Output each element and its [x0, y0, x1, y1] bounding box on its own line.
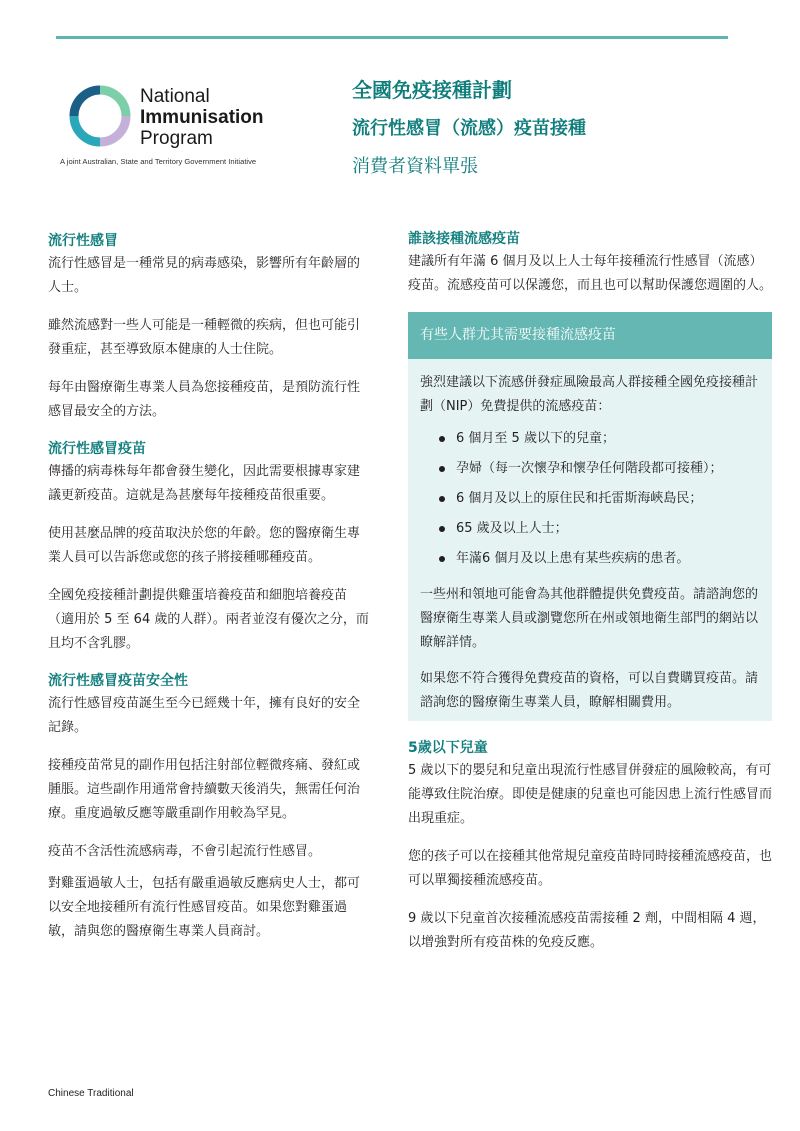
nip-ring-icon [68, 84, 132, 148]
left-column [48, 228, 372, 958]
logo-wordmark [140, 86, 264, 149]
paragraph: 雖然流感對一些人可能是一種輕微的疾病，但也可能引發重症，甚至導致原本健康的人士住院。 [48, 318, 361, 357]
nip-logo [60, 80, 300, 170]
paragraph: 流行性感冒疫苗誕生至今已經幾十年，擁有良好的安全記錄。 [48, 696, 361, 735]
paragraph: 使用甚麼品牌的疫苗取決於您的年齡。您的醫療衛生專業人員可以告訴您或您的孩子將接種哪種疫苗。 [48, 526, 361, 565]
logo-line-2: Immunisation [140, 107, 264, 128]
callout-paragraph: 一些州和領地可能會為其他群體提供免費疫苗。請諮詢您的醫療衛生專業人員或瀏覽您所在州或領地衛生部門的網站以瞭解詳情。 [420, 587, 759, 650]
list-item: 6 個月至 5 歲以下的兒童； [420, 427, 760, 451]
callout-heading: 有些人群尤其需要接種流感疫苗 [408, 312, 772, 359]
logo-line-3: Program [140, 128, 213, 149]
callout-intro: 強烈建議以下流感併發症風險最高人群接種全國免疫接種計劃（NIP）免費提供的流感疫苗： [420, 375, 759, 414]
section-heading-who-should: 誰該接種流感疫苗 [408, 231, 520, 247]
paragraph: 5 歲以下的嬰兒和兒童出現流行性感冒併發症的風險較高，有可能導致住院治療。即使是健康的兒童也可能因患上流行性感冒而出現重症。 [408, 763, 773, 826]
list-item: 65 歲及以上人士； [420, 517, 760, 541]
document-type: 消費者資料單張 [352, 156, 478, 177]
callout-body [408, 359, 772, 721]
vaccine-title: 流行性感冒（流感）疫苗接種 [352, 118, 586, 139]
list-item: 6 個月及以上的原住民和托雷斯海峽島民； [420, 487, 760, 511]
paragraph: 您的孩子可以在接種其他常規兒童疫苗時同時接種流感疫苗，也可以單獨接種流感疫苗。 [408, 849, 773, 888]
paragraph: 9 歲以下兒童首次接種流感疫苗需接種 2 劑，中間相隔 4 週，以增強對所有疫苗株的免疫反應。 [408, 911, 766, 950]
paragraph: 建議所有年滿 6 個月及以上人士每年接種流行性感冒（流感）疫苗。流感疫苗可以保護您，而且也可以幫助保護您週圍的人。 [408, 254, 773, 293]
section-heading-children-under-5: 5歲以下兒童 [408, 740, 488, 756]
right-column [408, 228, 772, 969]
program-title: 全國免疫接種計劃 [352, 78, 512, 102]
logo-tagline: A joint Australian, State and Territory Government Initiative [60, 157, 257, 166]
paragraph: 傳播的病毒株每年都會發生變化，因此需要根據專家建議更新疫苗。這就是為甚麼每年接種疫苗很重要。 [48, 464, 361, 503]
logo-line-1: National [140, 86, 210, 107]
paragraph: 疫苗不含活性流感病毒，不會引起流行性感冒。 [48, 844, 322, 859]
section-heading-vaccine-safety: 流行性感冒疫苗安全性 [48, 673, 188, 689]
paragraph: 全國免疫接種計劃提供雞蛋培養疫苗和細胞培養疫苗（適用於 5 至 64 歲的人群）。兩者並沒有優次之分，而且均不含乳膠。 [48, 588, 369, 651]
priority-group-list [420, 427, 760, 571]
list-item: 年滿6 個月及以上患有某些疾病的患者。 [420, 547, 760, 571]
priority-groups-callout [408, 312, 772, 721]
callout-paragraph: 如果您不符合獲得免費疫苗的資格，可以自費購買疫苗。請諮詢您的醫療衛生專業人員，瞭解相關費用。 [420, 671, 759, 710]
footer-language: Chinese Traditional [48, 1088, 134, 1099]
paragraph: 對雞蛋過敏人士，包括有嚴重過敏反應病史人士，都可以安全地接種所有流行性感冒疫苗。如果您對雞蛋過敏，請與您的醫療衛生專業人員商討。 [48, 876, 361, 939]
document-titles [352, 78, 586, 179]
section-heading-flu-vaccine: 流行性感冒疫苗 [48, 441, 146, 457]
list-item: 孕婦（每一次懷孕和懷孕任何階段都可接種）； [420, 457, 760, 481]
section-heading-influenza: 流行性感冒 [48, 233, 118, 249]
paragraph: 接種疫苗常見的副作用包括注射部位輕微疼痛、發紅或腫脹。這些副作用通常會持續數天後消失，無需任何治療。重度過敏反應等嚴重副作用較為罕見。 [48, 758, 361, 821]
top-divider [56, 36, 728, 39]
paragraph: 流行性感冒是一種常見的病毒感染，影響所有年齡層的人士。 [48, 256, 361, 295]
paragraph: 每年由醫療衛生專業人員為您接種疫苗，是預防流行性感冒最安全的方法。 [48, 380, 361, 419]
